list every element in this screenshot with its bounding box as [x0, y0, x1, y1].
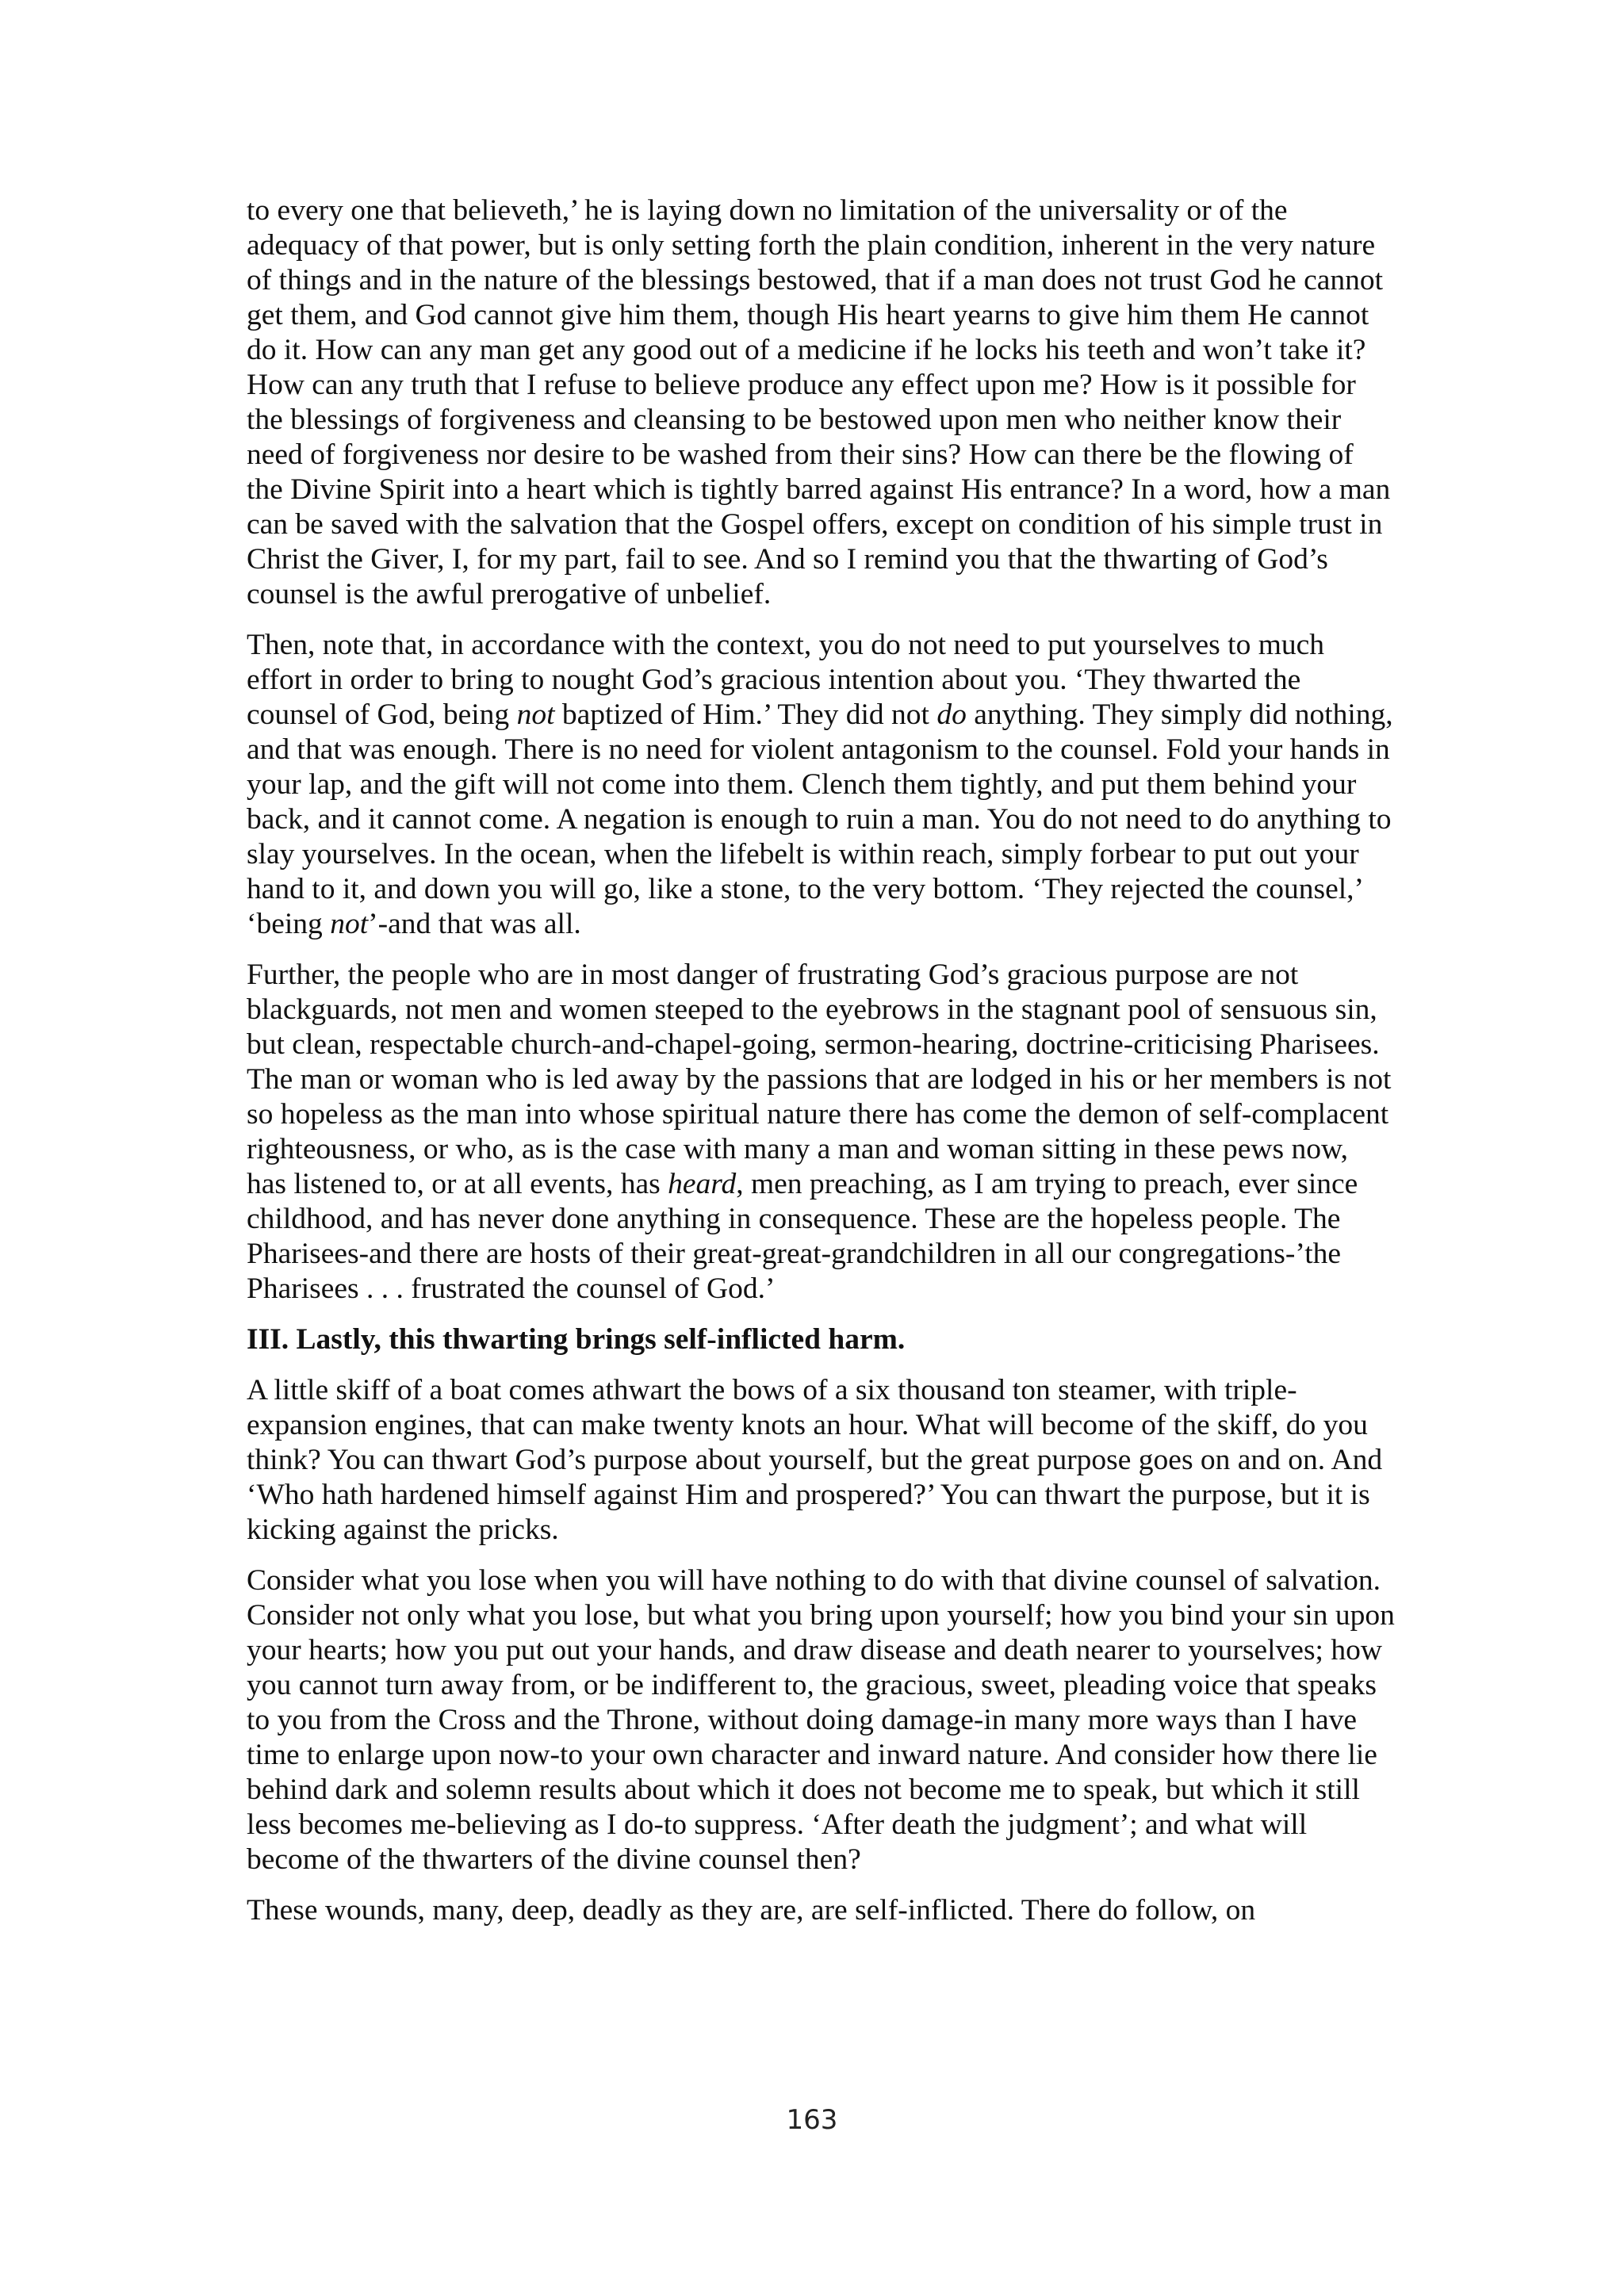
italic-text: not [330, 908, 369, 940]
body-text-after-heading [247, 1373, 1395, 1928]
page-number: 163 [786, 2104, 838, 2136]
body-text-before-heading [247, 193, 1395, 1307]
text-run: Further, the people who are in most danger of frustrating God’s gracious purpose are not blackguards, not men and women steeped to the eyebrows in the stagnant pool of sensuous sin, but clean, respectable church-and-chapel-going, sermon-hearing, doctrine-criticising Pharisees. The man or woman who is led away by the passions that are lodged in his or her members is not so hopeless as the man into whose spiritual nature there has come the demon of self-complacent righteousness, or who, as is the case with many a man and woman sitting in these pews now, has listened to, or at all events, has [247, 959, 1392, 1200]
section-heading: III. Lastly, this thwarting brings self-inflicted harm. [247, 1323, 906, 1356]
italic-text: not [516, 698, 555, 731]
italic-text: heard [668, 1168, 737, 1200]
text-run: Then, note that, in accordance with the context, you do not need to put yourselves to much effort in order to bring to nought God’s gracious intention about you. ‘They thwarted the counsel of God, being [247, 629, 1325, 731]
paragraph [247, 1373, 1395, 1548]
paragraph [247, 958, 1395, 1307]
text-run: , men preaching, as I am trying to preach, ever since childhood, and has never done anything in consequence. These are the hopeless people. The Pharisees-and there are hosts of their great-great-grandchildren in all our congregations-’the Pharisees . . . frustrated the counsel of God.’ [247, 1168, 1358, 1305]
text-run: ’-and that was all. [368, 908, 581, 940]
text-run: Consider what you lose when you will have nothing to do with that divine counsel of salvation. Consider not only what you lose, but what you bring upon yourself; how you bind your sin upon your hearts; how you put out your hands, and draw disease and death nearer to yourselves; how you cannot turn away from, or be indifferent to, the gracious, sweet, pleading voice that speaks to you from the Cross and the Throne, without doing damage-in many more ways than I have time to enlarge upon now-to your own character and inward nature. And consider how there lie behind dark and solemn results about which it does not become me to speak, but which it still less becomes me-believing as I do-to suppress. ‘After death the judgment’; and what will become of the thwarters of the divine counsel then? [247, 1564, 1395, 1876]
text-run: anything. They simply did nothing, and that was enough. There is no need for violent antagonism to the counsel. Fold your hands in your lap, and the gift will not come into them. Clench them tightly, and put them behind your back, and it cannot come. A negation is enough to ruin a man. You do not need to do anything to slay yourselves. In the ocean, when the lifebelt is within reach, simply forbear to put out your hand to it, and down you will go, like a stone, to the very bottom. ‘They rejected the counsel,’ ‘being [247, 698, 1393, 940]
text-run: baptized of Him.’ They did not [554, 698, 937, 731]
italic-text: do [936, 698, 967, 731]
paragraph [247, 1893, 1395, 1928]
text-run: These wounds, many, deep, deadly as they are, are self-inflicted. There do follow, on [247, 1894, 1256, 1927]
text-run: A little skiff of a boat comes athwart the bows of a six thousand ton steamer, with triple-expansion engines, that can make twenty knots an hour. What will become of the skiff, do you think? You can thwart God’s purpose about yourself, but the great purpose goes on and on. And ‘Who hath hardened himself against Him and prospered?’ You can thwart the purpose, but it is kicking against the pricks. [247, 1374, 1383, 1546]
paragraph [247, 193, 1395, 612]
paragraph [247, 628, 1395, 942]
text-run: to every one that believeth,’ he is laying down no limitation of the universality or of the adequacy of that power, but is only setting forth the plain condition, inherent in the very nature of things and in the nature of the blessings bestowed, that if a man does not trust God he cannot get them, and God cannot give him them, though His heart yearns to give him them He cannot do it. How can any man get any good out of a medicine if he locks his teeth and won’t take it? How can any truth that I refuse to believe produce any effect upon me? How is it possible for the blessings of forgiveness and cleansing to be bestowed upon men who neither know their need of forgiveness nor desire to be washed from their sins? How can there be the flowing of the Divine Spirit into a heart which is tightly barred against His entrance? In a word, how a man can be saved with the salvation that the Gospel offers, except on condition of his simple trust in Christ the Giver, I, for my part, fail to see. And so I remind you that the thwarting of God’s counsel is the awful prerogative of unbelief. [247, 194, 1391, 610]
page-body [247, 193, 1395, 1944]
paragraph [247, 1563, 1395, 1877]
